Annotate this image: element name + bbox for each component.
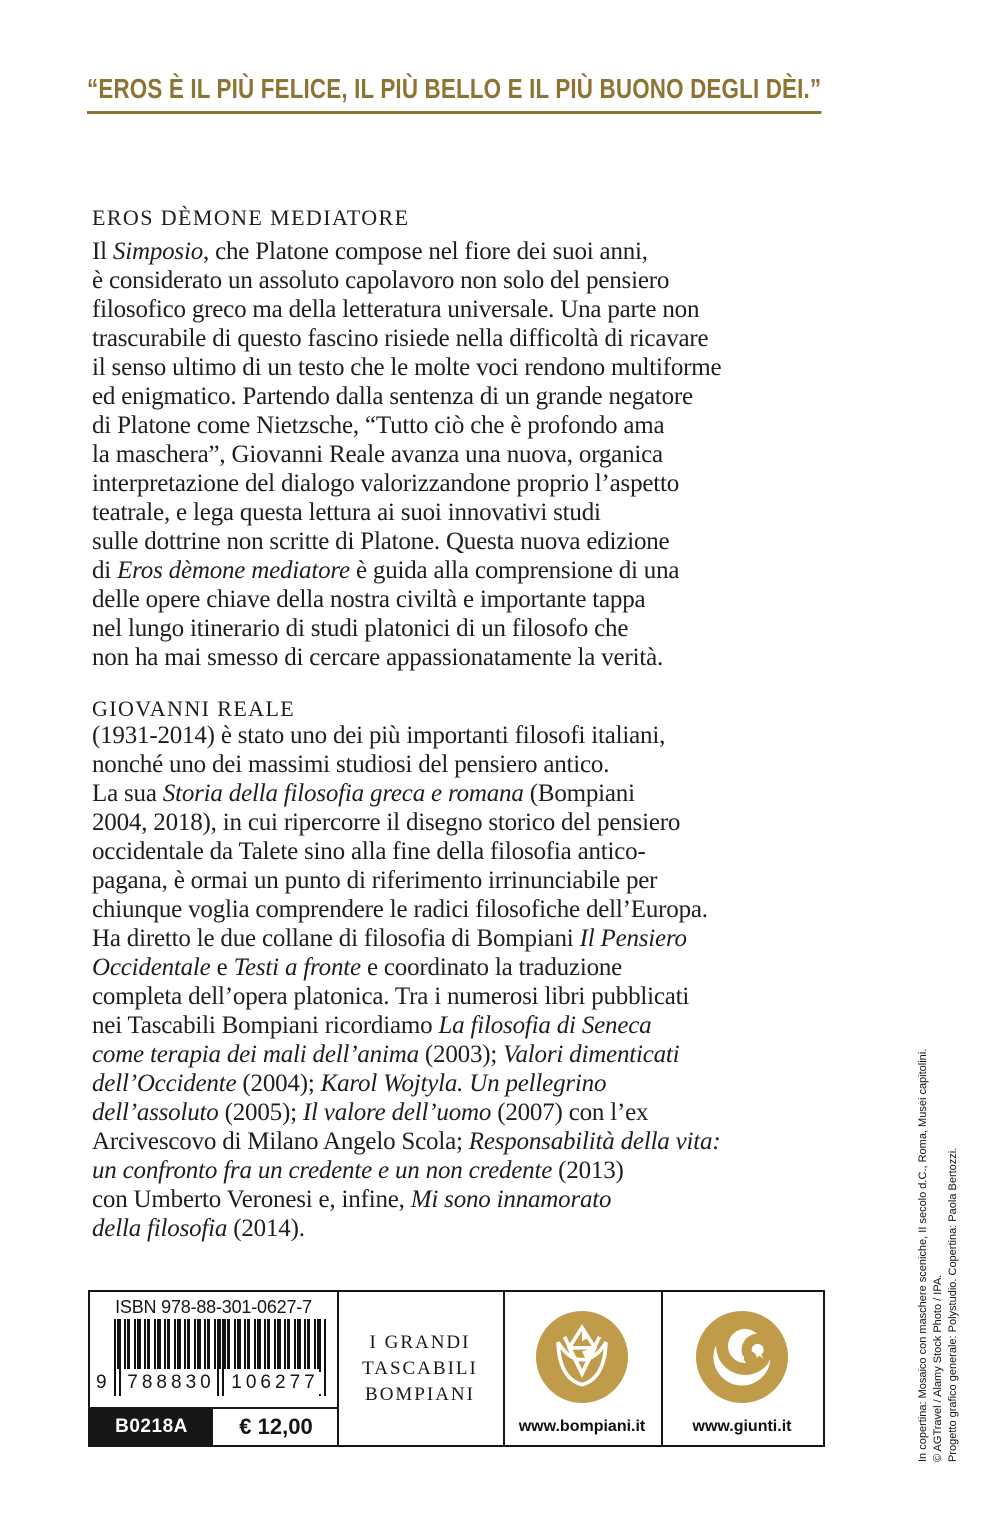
series-line: I GRANDI: [369, 1331, 471, 1353]
barcode-digits: [90, 1372, 337, 1394]
product-code: B0218A: [90, 1409, 213, 1445]
bompiani-url: www.bompiani.it: [518, 1418, 646, 1435]
series-line: BOMPIANI: [365, 1383, 475, 1405]
isbn-label: ISBN 978-88-301-0627-7: [115, 1297, 312, 1317]
author-bio: (1931-2014) è stato uno dei più importanti filosofi italiani, nonché uno dei massimi studiosi del pensiero antico. La sua Storia della filosofia greca e romana (Bompiani 2004, 2018), in cui ripercorre il disegno storico del pensiero occidentale da Talete sino alla fine della filosofia antico- pagana, è ormai un punto di riferimento irrinunciabile per chiunque voglia comprendere le radici filosofiche dell’Europa. Ha diretto le due collane di filosofia di Bompiani Il Pensiero Occidentale e Testi a fronte e coordinato la traduzione completa dell’opera platonica. Tra i numerosi libri pubblicati nei Tascabili Bompiani ricordiamo La filosofia di Seneca come terapia dei mali dell’anima (2003); Valori dimenticati dell’Occidente (2004); Karol Wojtyla. Un pellegrino dell’assoluto (2005); Il valore dell’uomo (2007) con l’ex Arcivescovo di Milano Angelo Scola; Responsabilità della vita: un confronto fra un credente e un non credente (2013) con Umberto Veronesi e, infine, Mi sono innamorato della filosofia (2014).: [92, 722, 721, 1242]
tagline-quote: “EROS È IL PIÙ FELICE, IL PIÙ BELLO E IL PIÙ BUONO DEGLI DÈI.”: [87, 74, 821, 114]
section-heading-author: GIOVANNI REALE: [92, 696, 296, 721]
commercial-footer-box: [88, 1290, 825, 1447]
credit-line: © AGTravel / Alamy Stock Photo / IPA.: [932, 1274, 944, 1462]
barcode-digit-group: 106277: [228, 1372, 322, 1394]
barcode-icon: [114, 1319, 326, 1369]
photo-credits-vertical: [916, 1028, 961, 1462]
section-heading-book: EROS DÈMONE MEDIATORE: [92, 205, 410, 230]
book-description: Il Simposio, che Platone compose nel fiore dei suoi anni, è considerato un assoluto capolavoro non solo del pensiero filosofico greco ma della letteratura universale. Una parte non trascurabile di questo fascino risiede nella difficoltà di ricavare il senso ultimo di un testo che le molte voci rendono multiforme ed enigmatico. Partendo dalla sentenza di un grande negatore di Platone come Nietzsche, “Tutto ciò che è profondo ama la maschera”, Giovanni Reale avanza una nuova, organica interpretazione del dialogo valorizzandone proprio l’aspetto teatrale, e lega questa lettura ai suoi innovativi studi sulle dottrine non scritte di Platone. Questa nuova edizione di Eros dèmone mediatore è guida alla comprensione di una delle opere chiave della nostra civiltà e importante tappa nel lungo itinerario di studi platonici di un filosofo che non ha mai smesso di cercare appassionatamente la verità.: [92, 238, 722, 671]
bompiani-cell: [503, 1292, 661, 1445]
bompiani-flower-logo-icon: [536, 1311, 628, 1403]
price: € 12,00: [239, 1414, 313, 1439]
series-label: [337, 1292, 503, 1445]
credit-line: Progetto grafico generale: Polystudio. Copertina: Paola Bertozzi.: [947, 1147, 959, 1462]
giunti-logo-icon: [696, 1311, 788, 1403]
barcode-digit-group: 788830: [127, 1372, 215, 1393]
barcode-digit-group: 9: [96, 1372, 107, 1393]
series-line: TASCABILI: [362, 1357, 478, 1379]
giunti-url: www.giunti.it: [692, 1418, 792, 1435]
credit-line: In copertina: Mosaico con maschere sceniche, II secolo d.C., Roma, Musei capitolini.: [917, 1048, 929, 1462]
giunti-cell: [661, 1292, 823, 1445]
